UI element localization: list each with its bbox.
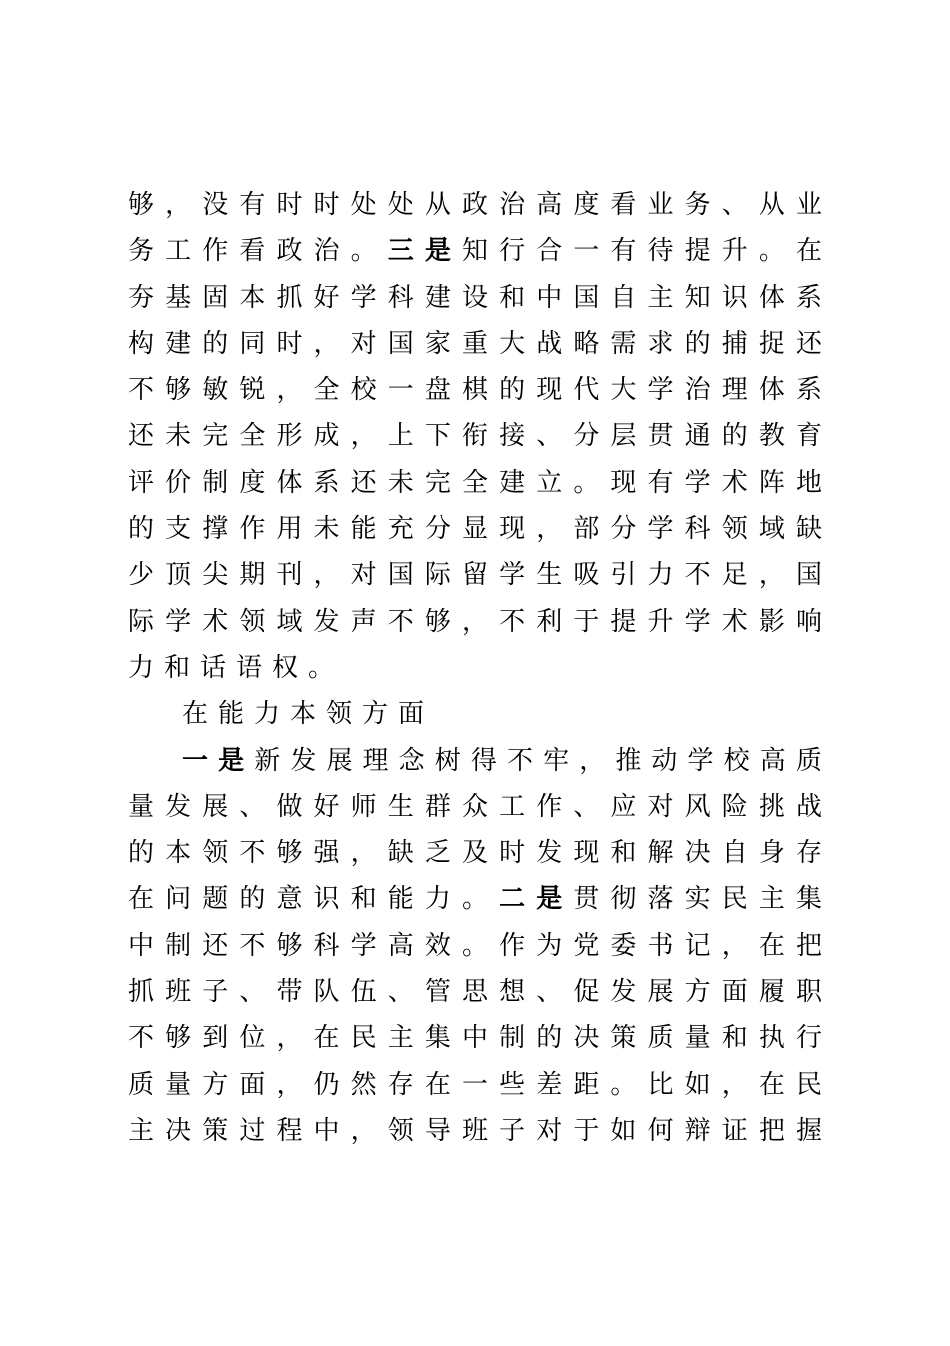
section-heading: 在能力本领方面 bbox=[182, 699, 435, 730]
bold-marker-er: 二 bbox=[499, 884, 526, 915]
text-segment: 行 bbox=[499, 236, 526, 267]
text-segment: 。 bbox=[461, 884, 488, 915]
text-segment: 学 bbox=[687, 745, 714, 776]
text-segment: 不 bbox=[506, 745, 533, 776]
text-line: 的 本 领 不 够 强 ， 缺 乏 及 时 发 现 和 解 决 自 身 存 bbox=[128, 838, 822, 869]
text-segment: 意 bbox=[276, 884, 303, 915]
text-segment: 树 bbox=[434, 745, 461, 776]
bold-marker-san: 是 bbox=[424, 236, 451, 267]
text-line: 主 决 策 过 程 中 ， 领 导 班 子 对 于 如 何 辩 证 把 握 bbox=[128, 1115, 822, 1146]
text-segment: 展 bbox=[326, 745, 353, 776]
text-segment: 工 bbox=[165, 236, 192, 267]
document-body bbox=[128, 182, 822, 1154]
text-segment: 看 bbox=[239, 236, 266, 267]
text-line: 中 制 还 不 够 科 学 高 效 。 作 为 党 委 书 记 ， 在 把 bbox=[128, 930, 822, 961]
text-segment: 作 bbox=[202, 236, 229, 267]
text-segment: 得 bbox=[470, 745, 497, 776]
text-segment: 。 bbox=[758, 236, 785, 267]
text-segment: 。 bbox=[350, 236, 377, 267]
text-line: 夯 基 固 本 抓 好 学 科 建 设 和 中 国 自 主 知 识 体 系 bbox=[128, 282, 822, 313]
text-line: 不 够 到 位 ， 在 民 主 集 中 制 的 决 策 质 量 和 执 行 bbox=[128, 1023, 822, 1054]
text-line bbox=[128, 228, 822, 274]
text-segment: 校 bbox=[723, 745, 750, 776]
text-segment: 和 bbox=[350, 884, 377, 915]
text-line: 抓 班 子 、 带 队 伍 、 管 思 想 、 促 发 展 方 面 履 职 bbox=[128, 977, 822, 1008]
text-segment: 落 bbox=[647, 884, 674, 915]
text-segment: 一 bbox=[573, 236, 600, 267]
text-segment: 念 bbox=[398, 745, 425, 776]
text-line: 评 价 制 度 体 系 还 未 完 全 建 立 。 现 有 学 术 阵 地 bbox=[128, 467, 822, 498]
text-segment: 有 bbox=[610, 236, 637, 267]
text-line: 还 未 完 全 形 成 ， 上 下 衔 接 、 分 层 贯 通 的 教 育 bbox=[128, 421, 822, 452]
text-segment: 合 bbox=[536, 236, 563, 267]
text-segment: 知 bbox=[461, 236, 488, 267]
text-segment: 的 bbox=[239, 884, 266, 915]
text-segment: 贯 bbox=[573, 884, 600, 915]
text-segment: ， bbox=[579, 745, 606, 776]
text-line: 质 量 方 面 ， 仍 然 存 在 一 些 差 距 。 比 如 ， 在 民 bbox=[128, 1069, 822, 1100]
bold-marker-san: 三 bbox=[387, 236, 414, 267]
bold-marker-yi: 是 bbox=[218, 745, 245, 776]
text-segment: 问 bbox=[165, 884, 192, 915]
text-segment: 待 bbox=[647, 236, 674, 267]
text-segment: 识 bbox=[313, 884, 340, 915]
text-line bbox=[128, 738, 822, 784]
text-line: 构 建 的 同 时 ， 对 国 家 重 大 战 略 需 求 的 捕 捉 还 bbox=[128, 328, 822, 359]
text-line: 的 支 撑 作 用 未 能 充 分 显 现 ， 部 分 学 科 领 域 缺 bbox=[128, 514, 822, 545]
bold-marker-yi: 一 bbox=[182, 745, 209, 776]
text-line: 少 顶 尖 期 刊 ， 对 国 际 留 学 生 吸 引 力 不 足 ， 国 bbox=[128, 560, 822, 591]
text-segment: 在 bbox=[795, 236, 822, 267]
text-line: 够 ， 没 有 时 时 处 处 从 政 治 高 度 看 业 务 、 从 业 bbox=[128, 190, 822, 220]
text-line bbox=[128, 876, 822, 922]
text-segment: 能 bbox=[387, 884, 414, 915]
text-segment: 政 bbox=[276, 236, 303, 267]
text-segment: 集 bbox=[795, 884, 822, 915]
text-segment: 推 bbox=[615, 745, 642, 776]
text-segment: 质 bbox=[795, 745, 822, 776]
text-segment: 题 bbox=[202, 884, 229, 915]
text-segment: 动 bbox=[651, 745, 678, 776]
text-line: 量 发 展 、 做 好 师 生 群 众 工 作 、 应 对 风 险 挑 战 bbox=[128, 791, 822, 822]
text-segment: 理 bbox=[362, 745, 389, 776]
text-segment: 治 bbox=[313, 236, 340, 267]
text-segment: 力 bbox=[424, 884, 451, 915]
bold-marker-er: 是 bbox=[536, 884, 563, 915]
text-segment: 在 bbox=[128, 884, 155, 915]
text-segment: 发 bbox=[290, 745, 317, 776]
text-segment: 主 bbox=[758, 884, 785, 915]
text-line: 力和话语权。 bbox=[128, 652, 345, 683]
text-segment: 提 bbox=[684, 236, 711, 267]
text-segment: 升 bbox=[721, 236, 748, 267]
text-segment: 实 bbox=[684, 884, 711, 915]
text-line: 际 学 术 领 域 发 声 不 够 ， 不 利 于 提 升 学 术 影 响 bbox=[128, 606, 822, 637]
text-segment: 高 bbox=[759, 745, 786, 776]
text-segment: 彻 bbox=[610, 884, 637, 915]
text-line: 不 够 敏 锐 ， 全 校 一 盘 棋 的 现 代 大 学 治 理 体 系 bbox=[128, 375, 822, 406]
text-segment: 民 bbox=[721, 884, 748, 915]
text-segment: 新 bbox=[254, 745, 281, 776]
text-segment: 务 bbox=[128, 236, 155, 267]
text-segment: 牢 bbox=[543, 745, 570, 776]
